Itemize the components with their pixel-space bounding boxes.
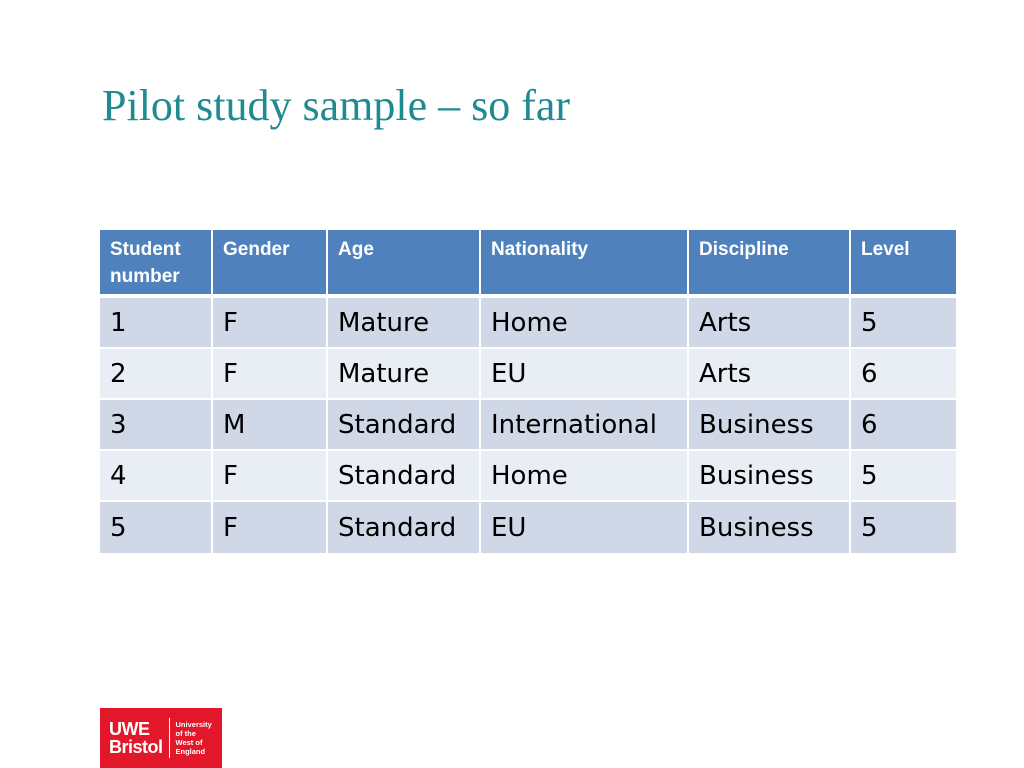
cell-level: 5 (851, 451, 956, 502)
logo-sub-line3: West of (175, 738, 203, 747)
cell-level: 6 (851, 400, 956, 451)
cell-student-number: 2 (100, 349, 213, 400)
cell-age: Standard (328, 502, 481, 553)
cell-nationality: EU (481, 349, 689, 400)
sample-table (100, 230, 956, 553)
logo-sub-line2: of the (175, 729, 196, 738)
table-row (100, 451, 956, 502)
cell-age: Mature (328, 349, 481, 400)
table-row (100, 502, 956, 553)
slide-title: Pilot study sample – so far (102, 81, 571, 130)
cell-gender: M (213, 400, 328, 451)
cell-discipline: Business (689, 451, 851, 502)
logo-wordmark (109, 720, 163, 756)
cell-nationality: Home (481, 451, 689, 502)
logo-sub-line1: University (175, 720, 212, 729)
cell-level: 6 (851, 349, 956, 400)
uwe-bristol-logo (100, 708, 222, 768)
cell-age: Mature (328, 298, 481, 349)
logo-subtitle (176, 720, 212, 756)
logo-line2: Bristol (109, 737, 163, 757)
header-age: Age (328, 230, 481, 298)
cell-gender: F (213, 349, 328, 400)
logo-divider (169, 718, 170, 758)
cell-age: Standard (328, 451, 481, 502)
header-discipline: Discipline (689, 230, 851, 298)
cell-student-number: 4 (100, 451, 213, 502)
cell-discipline: Arts (689, 349, 851, 400)
header-gender: Gender (213, 230, 328, 298)
sample-table-container (100, 230, 956, 553)
cell-gender: F (213, 502, 328, 553)
table-header-row (100, 230, 956, 298)
table-row (100, 349, 956, 400)
cell-discipline: Business (689, 502, 851, 553)
cell-student-number: 5 (100, 502, 213, 553)
cell-gender: F (213, 298, 328, 349)
cell-nationality: International (481, 400, 689, 451)
table-row (100, 400, 956, 451)
header-student-number (100, 230, 213, 298)
header-level: Level (851, 230, 956, 298)
cell-gender: F (213, 451, 328, 502)
header-student-number-line2: number (110, 266, 180, 287)
header-student-number-line1: Student (110, 239, 181, 260)
header-nationality: Nationality (481, 230, 689, 298)
cell-discipline: Business (689, 400, 851, 451)
cell-nationality: EU (481, 502, 689, 553)
cell-student-number: 1 (100, 298, 213, 349)
logo-sub-line4: England (175, 747, 206, 756)
cell-age: Standard (328, 400, 481, 451)
cell-student-number: 3 (100, 400, 213, 451)
table-row (100, 298, 956, 349)
cell-level: 5 (851, 298, 956, 349)
logo-line1: UWE (109, 719, 150, 739)
cell-nationality: Home (481, 298, 689, 349)
cell-discipline: Arts (689, 298, 851, 349)
cell-level: 5 (851, 502, 956, 553)
